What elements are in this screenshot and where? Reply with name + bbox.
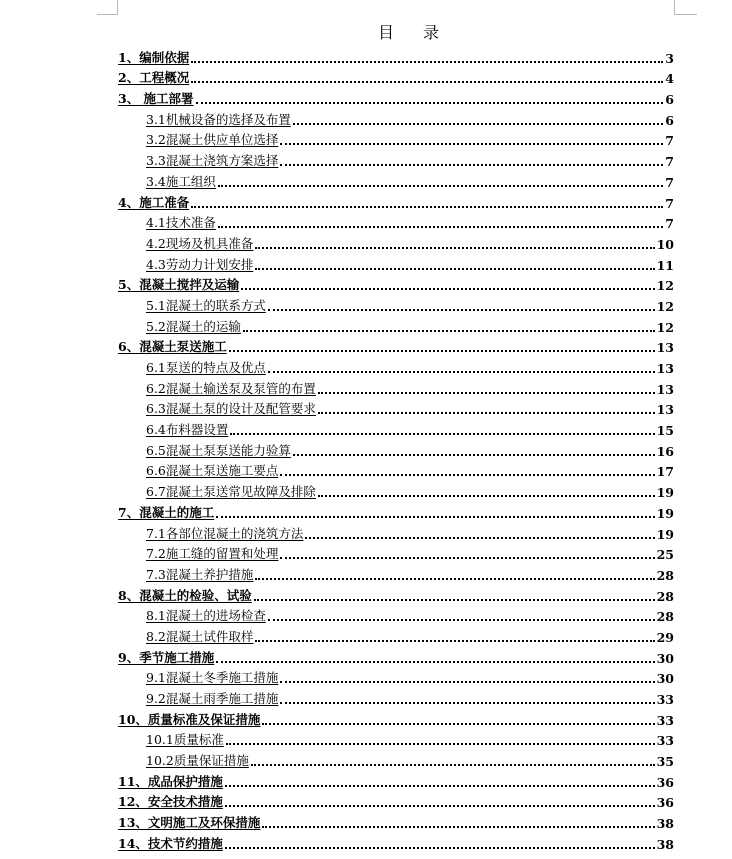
toc-entry-page-number: 16 [656,443,674,459]
toc-dot-leader [191,206,663,208]
toc-entry[interactable] [118,66,674,87]
toc-heading-char-1: 目 [377,23,395,42]
toc-entry-page-number: 28 [656,567,674,583]
toc-entry[interactable] [118,624,674,645]
toc-dot-leader [268,309,655,311]
toc-entry-label[interactable]: 13、文明施工及环保措施 [118,815,261,831]
toc-entry-page-number: 7 [665,216,674,232]
toc-entry-label[interactable]: 8.1混凝土的进场检查 [146,608,266,624]
toc-dot-leader [280,143,663,145]
toc-dot-leader [262,723,654,725]
toc-dot-leader [280,557,654,559]
toc-entry-page-number: 13 [656,402,674,418]
toc-entry[interactable] [118,790,674,811]
toc-entry[interactable] [118,438,674,459]
toc-entry-label[interactable]: 6.2混凝土输送泵及泵管的布置 [146,380,316,396]
toc-entry[interactable] [118,335,674,356]
crop-mark-top-right [674,0,697,15]
toc-entry-label[interactable]: 3.4施工组织 [146,173,216,189]
toc-dot-leader [318,392,655,394]
toc-dot-leader [262,826,654,828]
toc-entry-page-number: 25 [656,547,674,563]
toc-entry[interactable] [118,666,674,687]
toc-entry[interactable] [118,231,674,252]
toc-entry-page-number: 13 [656,361,674,376]
toc-entry[interactable] [118,831,674,852]
toc-entry-page-number: 7 [665,154,674,170]
toc-entry-page-number: 33 [656,733,674,749]
toc-entry-page-number: 13 [656,381,674,397]
toc-entry-label[interactable]: 6.6混凝土泵送施工要点 [146,463,279,479]
toc-list [118,45,674,852]
toc-dot-leader [241,288,654,290]
toc-entry-page-number: 12 [656,319,674,335]
toc-entry[interactable] [118,211,674,232]
toc-entry[interactable] [118,190,674,211]
toc-dot-leader [293,454,655,456]
crop-mark-top-left [97,0,118,15]
toc-entry-label[interactable]: 1、编制依据 [118,49,190,65]
toc-entry-label[interactable]: 8.2混凝土试件取样 [146,628,254,644]
toc-entry-label[interactable]: 10、质量标准及保证措施 [118,711,261,727]
toc-entry[interactable] [118,728,674,749]
toc-heading-char-2: 录 [423,23,441,42]
toc-dot-leader [318,412,655,414]
toc-dot-leader [255,640,654,642]
toc-dot-leader [255,247,654,249]
toc-entry[interactable] [118,542,674,563]
toc-entry[interactable] [118,273,674,294]
toc-entry-label[interactable]: 10.1质量标准 [146,732,224,748]
toc-entry-label[interactable]: 10.2质量保证措施 [146,753,249,769]
toc-entry-label[interactable]: 7.2施工缝的留置和处理 [146,546,279,562]
toc-entry-label[interactable]: 4.3劳动力计划安排 [146,256,254,272]
toc-dot-leader [268,371,655,373]
toc-entry[interactable] [118,86,674,107]
toc-entry-label[interactable]: 7、混凝土的施工 [118,504,215,520]
toc-entry-label[interactable]: 6.5混凝土泵泵送能力验算 [146,442,291,458]
toc-dot-leader [255,578,654,580]
toc-entry[interactable] [118,397,674,418]
toc-entry-page-number: 6 [665,112,674,128]
toc-entry-label[interactable]: 12、安全技术措施 [118,794,223,810]
toc-entry-label[interactable]: 7.3混凝土养护措施 [146,566,254,582]
toc-dot-leader [318,495,655,497]
toc-entry[interactable] [118,604,674,625]
toc-dot-leader [280,164,663,166]
toc-dot-leader [225,847,655,849]
toc-dot-leader [254,599,655,601]
toc-entry[interactable] [118,562,674,583]
toc-entry-label[interactable]: 3.2混凝土供应单位选择 [146,132,279,148]
toc-entry-page-number: 29 [656,629,674,645]
toc-entry-page-number: 33 [656,692,674,707]
toc-dot-leader [243,330,655,332]
toc-entry[interactable] [118,769,674,790]
toc-dot-leader [196,102,664,104]
toc-entry[interactable] [118,583,674,604]
toc-dot-leader [268,619,655,621]
toc-entry-label[interactable]: 9.1混凝土冬季施工措施 [146,670,279,686]
toc-entry-label[interactable]: 6.4布料器设置 [146,422,229,438]
toc-entry-label[interactable]: 3、 施工部署 [118,91,194,107]
toc-entry-page-number: 28 [656,609,674,625]
toc-dot-leader [280,681,654,683]
toc-entry-label[interactable]: 6.1泵送的特点及优点 [146,360,266,375]
toc-dot-leader [255,268,654,270]
toc-entry-label[interactable]: 2、工程概况 [118,70,190,86]
toc-dot-leader [216,661,654,663]
toc-entry[interactable] [118,314,674,335]
toc-entry-page-number: 28 [656,588,674,604]
toc-entry-label[interactable]: 3.3混凝土浇筑方案选择 [146,153,279,169]
toc-entry-label[interactable]: 8、混凝土的检验、试验 [118,587,252,603]
toc-entry[interactable] [118,479,674,500]
toc-entry-page-number: 13 [656,340,674,356]
toc-dot-leader [191,61,663,63]
toc-entry-page-number: 7 [665,195,674,211]
toc-entry-page-number: 35 [656,754,674,770]
toc-entry[interactable] [118,45,674,66]
toc-entry-label[interactable]: 6.7混凝土泵送常见故障及排除 [146,484,316,500]
toc-dot-leader [305,537,654,539]
toc-entry[interactable] [118,148,674,169]
toc-entry-page-number: 4 [665,71,674,87]
toc-entry-page-number: 10 [656,236,674,252]
toc-entry-page-number: 36 [656,774,674,790]
toc-entry[interactable] [118,376,674,397]
toc-dot-leader [191,81,663,83]
toc-entry[interactable] [118,417,674,438]
toc-entry-label[interactable]: 5.2混凝土的运输 [146,318,241,334]
toc-entry[interactable] [118,500,674,521]
toc-entry-label[interactable]: 7.1各部位混凝土的浇筑方法 [146,525,304,541]
toc-entry[interactable] [118,521,674,542]
toc-entry-label[interactable]: 4.2现场及机具准备 [146,235,254,251]
toc-entry-page-number: 12 [656,278,674,294]
toc-entry[interactable] [118,252,674,273]
toc-entry-page-number: 17 [656,464,674,480]
toc-entry-page-number: 3 [665,50,674,66]
toc-dot-leader [226,743,655,745]
toc-entry-page-number: 38 [656,816,674,832]
toc-dot-leader [225,805,655,807]
toc-entry-page-number: 30 [656,671,674,687]
toc-entry[interactable] [118,748,674,769]
toc-entry-label[interactable]: 9、季节施工措施 [118,649,215,665]
toc-entry-label[interactable]: 6、混凝土泵送施工 [118,339,227,355]
toc-dot-leader [218,226,663,228]
toc-entry-page-number: 6 [665,92,674,108]
toc-entry[interactable] [118,128,674,149]
toc-entry-page-number: 36 [656,795,674,811]
toc-entry[interactable] [118,810,674,831]
toc-entry-page-number: 7 [665,174,674,190]
toc-dot-leader [280,702,654,704]
toc-entry-label[interactable]: 4、施工准备 [118,194,190,210]
toc-entry-label[interactable]: 6.3混凝土泵的设计及配管要求 [146,401,316,417]
toc-entry[interactable] [118,707,674,728]
toc-entry[interactable] [118,107,674,128]
toc-dot-leader [230,433,654,435]
toc-entry-label[interactable]: 5.1混凝土的联系方式 [146,297,266,313]
toc-entry-label[interactable]: 11、成品保护措施 [118,773,223,789]
toc-dot-leader [293,123,663,125]
toc-entry-page-number: 11 [656,257,674,273]
toc-dot-leader [251,764,655,766]
toc-entry-page-number: 19 [656,485,674,501]
toc-entry-page-number: 19 [656,526,674,542]
toc-entry[interactable] [118,355,674,376]
toc-heading [0,20,732,43]
toc-entry-page-number: 7 [665,133,674,149]
toc-entry-page-number: 19 [656,505,674,521]
toc-dot-leader [218,185,663,187]
toc-entry-label[interactable]: 14、技术节约措施 [118,835,223,851]
toc-dot-leader [280,474,654,476]
toc-entry-page-number: 30 [656,650,674,666]
toc-entry-label[interactable]: 3.1机械设备的选择及布置 [146,111,291,127]
toc-entry[interactable] [118,645,674,666]
toc-dot-leader [216,516,654,518]
toc-entry[interactable] [118,169,674,190]
toc-entry-label[interactable]: 4.1技术准备 [146,215,216,231]
toc-entry-page-number: 15 [656,423,674,439]
toc-entry[interactable] [118,686,674,707]
toc-entry[interactable] [118,459,674,480]
toc-entry-page-number: 38 [656,836,674,852]
toc-entry-label[interactable]: 5、混凝土搅拌及运输 [118,277,240,293]
toc-dot-leader [225,785,655,787]
toc-dot-leader [229,350,655,352]
toc-entry-page-number: 12 [656,298,674,314]
toc-entry-label[interactable]: 9.2混凝土雨季施工措施 [146,691,279,706]
toc-entry-page-number: 33 [656,712,674,728]
toc-entry[interactable] [118,293,674,314]
